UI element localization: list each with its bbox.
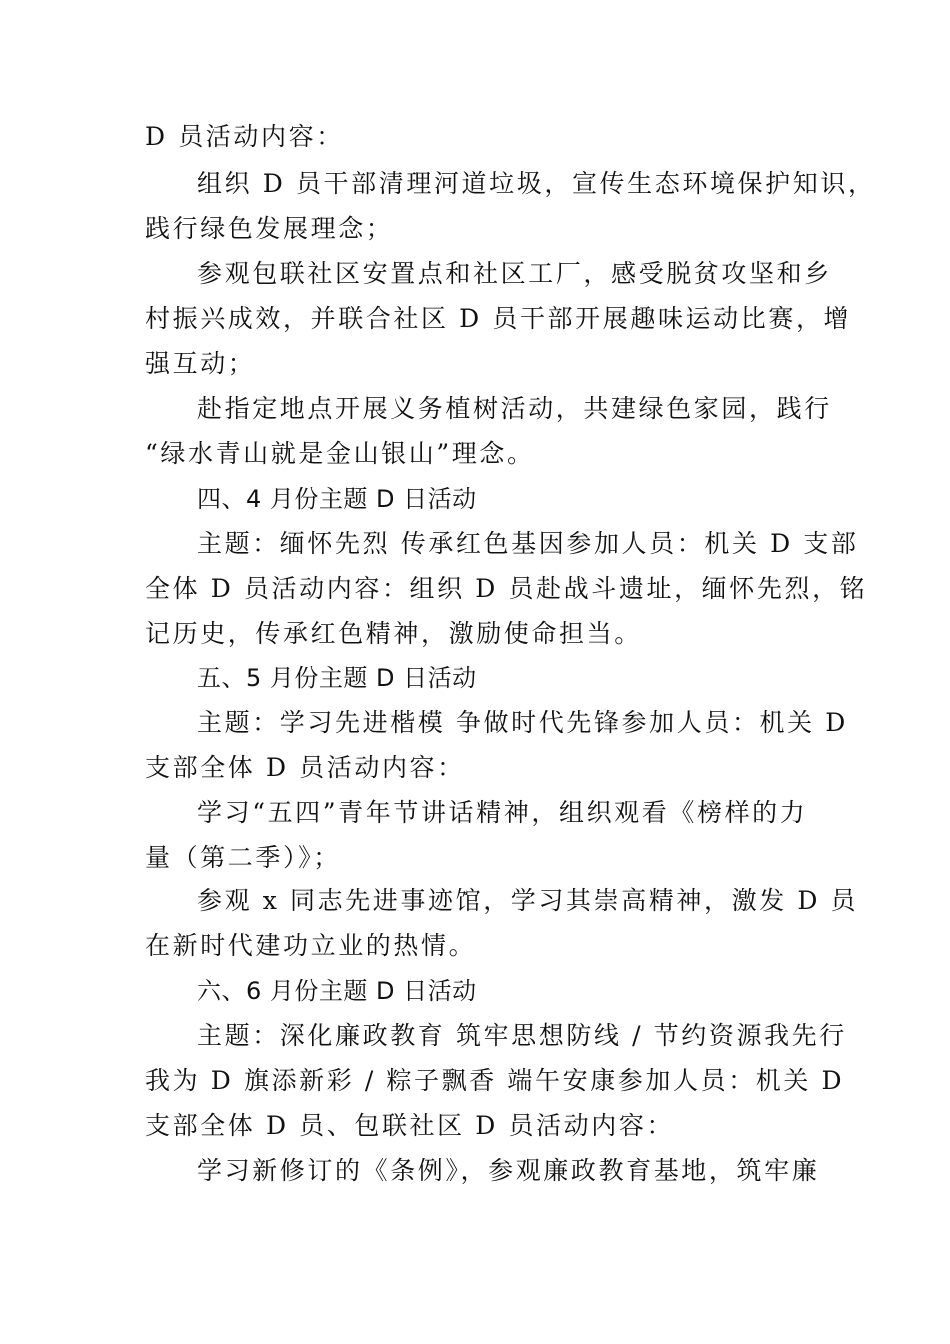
section-heading: 四、4 月份主题 D 日活动 [197, 485, 477, 513]
paragraph-line: 主题：缅怀先烈 传承红色基因参加人员：机关 D 支部 [197, 529, 859, 558]
section-heading: 六、6 月份主题 D 日活动 [197, 977, 477, 1005]
paragraph-line: 强互动； [145, 349, 256, 378]
paragraph-line: 赴指定地点开展义务植树活动，共建绿色家园，践行 [197, 394, 832, 423]
paragraph-line: D 员活动内容： [145, 122, 344, 151]
paragraph-line: 记历史，传承红色精神，激励使命担当。 [145, 619, 642, 648]
section-heading: 五、5 月份主题 D 日活动 [197, 664, 477, 692]
paragraph-line: 学习“五四”青年节讲话精神，组织观看《榜样的力 [197, 798, 808, 827]
paragraph-line: 组织 D 员干部清理河道垃圾，宣传生态环境保护知识， [197, 169, 876, 198]
paragraph-line: 主题：深化廉政教育 筑牢思想防线 / 节约资源我先行 [197, 1021, 847, 1050]
paragraph-line: 主题：学习先进楷模 争做时代先锋参加人员：机关 D [197, 708, 848, 737]
paragraph-line: 践行绿色发展理念； [145, 214, 394, 243]
paragraph-line: 在新时代建功立业的热情。 [145, 931, 477, 960]
paragraph-line: 参观包联社区安置点和社区工厂，感受脱贫攻坚和乡 [197, 259, 832, 288]
paragraph-line: “绿水青山就是金山银山”理念。 [145, 439, 535, 468]
paragraph-line: 支部全体 D 员活动内容： [145, 753, 465, 782]
paragraph-line: 我为 D 旗添新彩 / 粽子飘香 端午安康参加人员：机关 D [145, 1066, 845, 1095]
paragraph-line: 学习新修订的《条例》，参观廉政教育基地，筑牢廉 [197, 1156, 820, 1185]
paragraph-line: 量（第二季）》； [145, 843, 341, 872]
paragraph-line: 全体 D 员活动内容：组织 D 员赴战斗遗址，缅怀先烈，铭 [145, 574, 868, 603]
paragraph-line: 参观 x 同志先进事迹馆，学习其崇高精神，激发 D 员 [197, 886, 859, 915]
paragraph-line: 村振兴成效，并联合社区 D 员干部开展趣味运动比赛，增 [145, 304, 852, 333]
paragraph-line: 支部全体 D 员、包联社区 D 员活动内容： [145, 1111, 675, 1140]
